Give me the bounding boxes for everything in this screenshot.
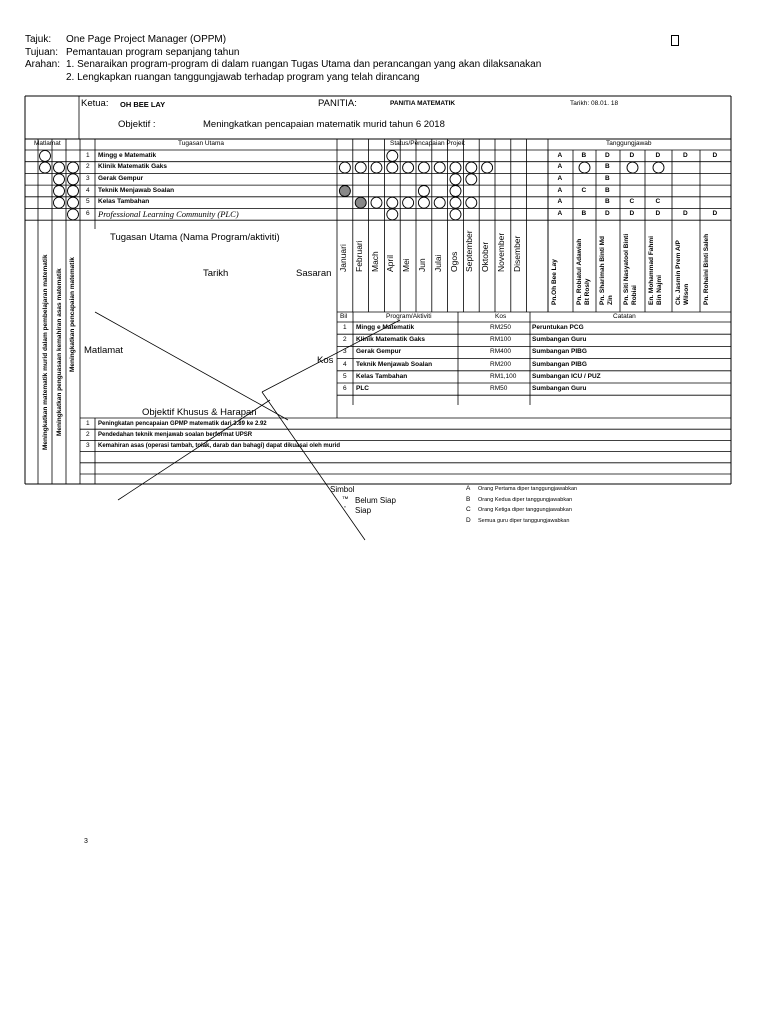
status-circle (387, 150, 398, 161)
task-name-5: Kelas Tambahan (98, 198, 150, 206)
resp-code: D (655, 210, 661, 217)
matlamat-circle (68, 162, 79, 173)
cost-header-2: Program/Aktiviti (386, 313, 432, 320)
cost-kos: RM200 (490, 360, 511, 368)
tanggungjawab-header: Tanggungjawab (606, 140, 652, 147)
month-label-4: April (385, 254, 396, 272)
resp-code: C (655, 198, 661, 206)
cost-bil: 6 (343, 385, 347, 392)
status-circle (403, 197, 414, 208)
tujuan-label: Tujuan: (25, 47, 58, 58)
resp-code: A (557, 151, 563, 159)
legend-belum-symbol: ™ (342, 496, 349, 503)
objective-text: Pendedahan teknik menjawab soalan berformat UPSR (98, 432, 253, 439)
matlamat-vertical-3: Meningkatkan pencapaian matematik (69, 257, 76, 372)
task-no-3: 3 (86, 174, 90, 182)
resp-code: D (605, 151, 610, 159)
cost-bil: 2 (343, 336, 347, 344)
matlamat-circle (54, 197, 65, 208)
task-no-5: 5 (86, 198, 90, 206)
diagram-kos: Kos (317, 355, 334, 366)
status-filled-circle (339, 186, 350, 197)
resp-code: D (712, 151, 718, 159)
resp-code: A (557, 163, 563, 171)
resp-code: D (683, 151, 688, 159)
page-number: 3 (84, 838, 88, 845)
resp-code: D (629, 151, 635, 159)
matlamat-circle (54, 162, 65, 173)
legend-siap: Siap (355, 506, 372, 515)
diagram-tugasan-title: Tugasan Utama (Nama Program/aktiviti) (110, 232, 280, 243)
cost-program: Teknik Menjawab Soalan (356, 360, 433, 368)
resp-code: D (605, 210, 610, 217)
resp-circle (653, 162, 664, 173)
status-filled-circle (355, 197, 366, 208)
month-label-2: Februari (353, 240, 364, 272)
status-circle (450, 162, 461, 173)
diagram-tarikh: Tarikh (203, 268, 229, 279)
resp-code: B (581, 210, 587, 217)
cost-kos: RM100 (490, 336, 511, 344)
month-label-11: November (496, 232, 506, 272)
panitia-value: PANITIA MATEMATIK (390, 100, 456, 107)
objective-no: 3 (86, 442, 90, 450)
resp-code: B (605, 163, 610, 171)
arahan-item-2: 2. Lengkapkan ruangan tanggungjawab terhadap program yang telah dirancang (66, 72, 420, 83)
status-circle (482, 162, 493, 173)
cost-catatan: Sumbangan PIBG (532, 348, 587, 356)
cost-bil: 4 (343, 360, 347, 368)
cost-header-4: Catatan (613, 313, 636, 320)
person-label-3: Pn. Sharimah Binti Md Zin (599, 236, 614, 305)
matlamat-circle (68, 197, 79, 208)
resp-code: C (629, 198, 635, 206)
cost-catatan: Sumbangan Guru (532, 385, 587, 392)
arahan-item-1: 1. Senaraikan program-program di dalam ruangan Tugas Utama dan perancangan yang akan dilaksanakan (66, 59, 542, 70)
month-label-5: Mei (401, 258, 412, 272)
ketua-value: OH BEE LAY (120, 100, 166, 109)
task-name-1: Mingg e Matematik (98, 151, 157, 159)
matlamat-vertical-1: Meningkatkan matematik murid dalam pembelajaran matematik (42, 254, 49, 450)
legend-belum: Belum Siap (355, 496, 396, 505)
cost-catatan: Peruntukan PCG (532, 324, 584, 331)
legend-role-code: D (466, 516, 471, 524)
status-circle (466, 174, 477, 185)
status-circle (355, 162, 366, 173)
diagram-matlamat: Matlamat (84, 345, 124, 356)
cost-program: Mingg e Matematik (356, 324, 415, 331)
month-label-12: Disember (511, 235, 522, 272)
resp-code: D (629, 210, 635, 217)
legend-role-code: B (466, 495, 471, 503)
legend-role-text: Orang Ketiga diper tanggungjawabkan (478, 507, 572, 513)
matlamat-circle (54, 174, 65, 185)
cost-program: Kelas Tambahan (356, 372, 408, 380)
arahan-label: Arahan: (25, 59, 61, 70)
tajuk-value: One Page Project Manager (OPPM) (66, 34, 227, 45)
month-label-1: Januari (338, 244, 348, 272)
resp-code: D (712, 210, 718, 217)
tajuk-label: Tajuk: (25, 34, 52, 45)
cost-bil: 3 (343, 348, 347, 356)
task-name-3: Gerak Gempur (98, 174, 144, 182)
legend-role-code: C (466, 506, 471, 513)
cost-kos: RM50 (490, 385, 508, 392)
cost-header-1: Bil (340, 313, 348, 320)
person-label-4: Pn. Siti Nasyatool Binti Robiai (623, 233, 638, 305)
cost-catatan: Sumbangan ICU / PUZ (532, 372, 601, 380)
cost-kos: RM250 (490, 324, 511, 331)
cost-program: Gerak Gempur (356, 348, 402, 356)
status-circle (403, 162, 414, 173)
diagram-objektif-khusus: Objektif Khusus & Harapan (142, 407, 257, 418)
status-circle (466, 162, 477, 173)
task-no-2: 2 (86, 163, 90, 171)
task-no-1: 1 (86, 151, 90, 159)
resp-code: C (581, 186, 587, 194)
status-circle (387, 209, 398, 220)
month-label-9: September (464, 230, 475, 272)
ketua-label: Ketua: (81, 98, 109, 109)
task-no-6: 6 (86, 210, 90, 217)
matlamat-circle (54, 186, 65, 197)
matlamat-circle (40, 150, 51, 161)
resp-circle (579, 162, 590, 173)
person-label-6: Ck. Jasmin Prem A/P Wilson (675, 240, 690, 305)
matlamat-circle (68, 186, 79, 197)
cost-bil: 5 (343, 372, 347, 380)
tugasan-utama-header: Tugasan Utama (178, 140, 225, 147)
legend-siap-symbol: ˚ (344, 506, 347, 513)
resp-code: A (557, 198, 563, 206)
month-label-7: Julai (432, 254, 443, 272)
status-circle (371, 162, 382, 173)
cost-bil: 1 (343, 324, 347, 331)
cost-program: Klinik Matematik Gaks (356, 336, 425, 344)
month-label-6: Jun (417, 258, 427, 272)
month-label-3: Mach (369, 251, 380, 272)
status-circle (418, 162, 429, 173)
tarikh-value: Tarikh: 08.01. 18 (570, 100, 619, 107)
person-label-7: Pn. Rohaini Binti Saleh (703, 233, 710, 305)
legend-role-code: A (466, 485, 471, 492)
cost-catatan: Sumbangan Guru (532, 336, 587, 344)
status-header: Status/Pencapaian Projek (390, 140, 465, 147)
status-circle (450, 197, 461, 208)
matlamat-vertical-2: Meningkatkan penguasaan kemahiran asas matematik (56, 268, 63, 436)
status-circle (466, 197, 477, 208)
status-circle (450, 209, 461, 220)
matlamat-circle (40, 162, 51, 173)
legend-role-text: Semua guru diper tanggungjawabkan (478, 517, 570, 524)
task-no-4: 4 (86, 186, 90, 194)
matlamat-header: Matlamat (34, 140, 61, 147)
status-circle (387, 162, 398, 173)
status-circle (434, 162, 445, 173)
matlamat-circle (68, 209, 79, 220)
legend-role-text: Orang Kedua diper tanggungjawabkan (478, 496, 573, 503)
objektif-label: Objektif : (118, 119, 156, 130)
resp-code: A (557, 210, 563, 217)
matlamat-circle (68, 174, 79, 185)
objective-text: Peningkatan pencapaian GPMP matematik dari 3.89 ke 2.92 (98, 421, 267, 427)
cost-kos: RM400 (490, 348, 511, 356)
status-circle (387, 197, 398, 208)
resp-code: B (605, 186, 610, 194)
cost-header-3: Kos (495, 313, 507, 320)
status-circle (450, 174, 461, 185)
person-label-2: Pn. Robiatul Adawiah Bt Rosly (576, 238, 591, 305)
diagonal-left (95, 312, 288, 420)
task-name-4: Teknik Menjawab Soalan (98, 186, 175, 194)
resp-circle (627, 162, 638, 173)
resp-code: D (683, 210, 688, 217)
status-circle (418, 197, 429, 208)
resp-code: B (581, 151, 587, 159)
status-circle (450, 186, 461, 197)
panitia-label: PANITIA: (318, 98, 357, 109)
status-circle (434, 197, 445, 208)
status-circle (339, 162, 350, 173)
cost-kos: RM1,100 (490, 372, 517, 380)
month-label-8: Ogos (448, 251, 459, 272)
status-circle (418, 186, 429, 197)
objective-text: Kemahiran asas (operasi tambah, tolak, darab dan bahagi) dapat dikuasai oleh murid (98, 443, 341, 450)
diagram-sasaran: Sasaran (296, 268, 332, 279)
month-label-10: Oktober (480, 241, 491, 272)
person-label-5: En. Mohammad Fahmi Bin Najmi (648, 236, 663, 305)
cost-catatan: Sumbangan PIBG (532, 360, 587, 368)
resp-code: B (605, 174, 610, 182)
task-name-2: Klinik Matematik Gaks (98, 163, 167, 171)
objektif-value: Meningkatkan pencapaian matematik murid tahun 6 2018 (203, 119, 445, 130)
legend-role-text: Orang Pertama diper tanggungjawabkan (478, 486, 578, 492)
cost-program: PLC (356, 385, 369, 392)
resp-code: D (655, 151, 661, 159)
status-circle (371, 197, 382, 208)
legend-simbol: Simbol (330, 485, 355, 494)
resp-code: A (557, 186, 563, 194)
objective-no: 2 (86, 431, 90, 439)
resp-code: B (605, 198, 610, 206)
tujuan-value: Pemantauan program sepanjang tahun (66, 47, 240, 58)
diagonal-down-right (262, 392, 365, 540)
objective-no: 1 (86, 420, 90, 427)
person-label-1: Pn.Oh Bee Lay (551, 259, 558, 305)
resp-code: A (557, 174, 563, 182)
task-name-6: Professional Learning Community (PLC) (98, 209, 239, 219)
